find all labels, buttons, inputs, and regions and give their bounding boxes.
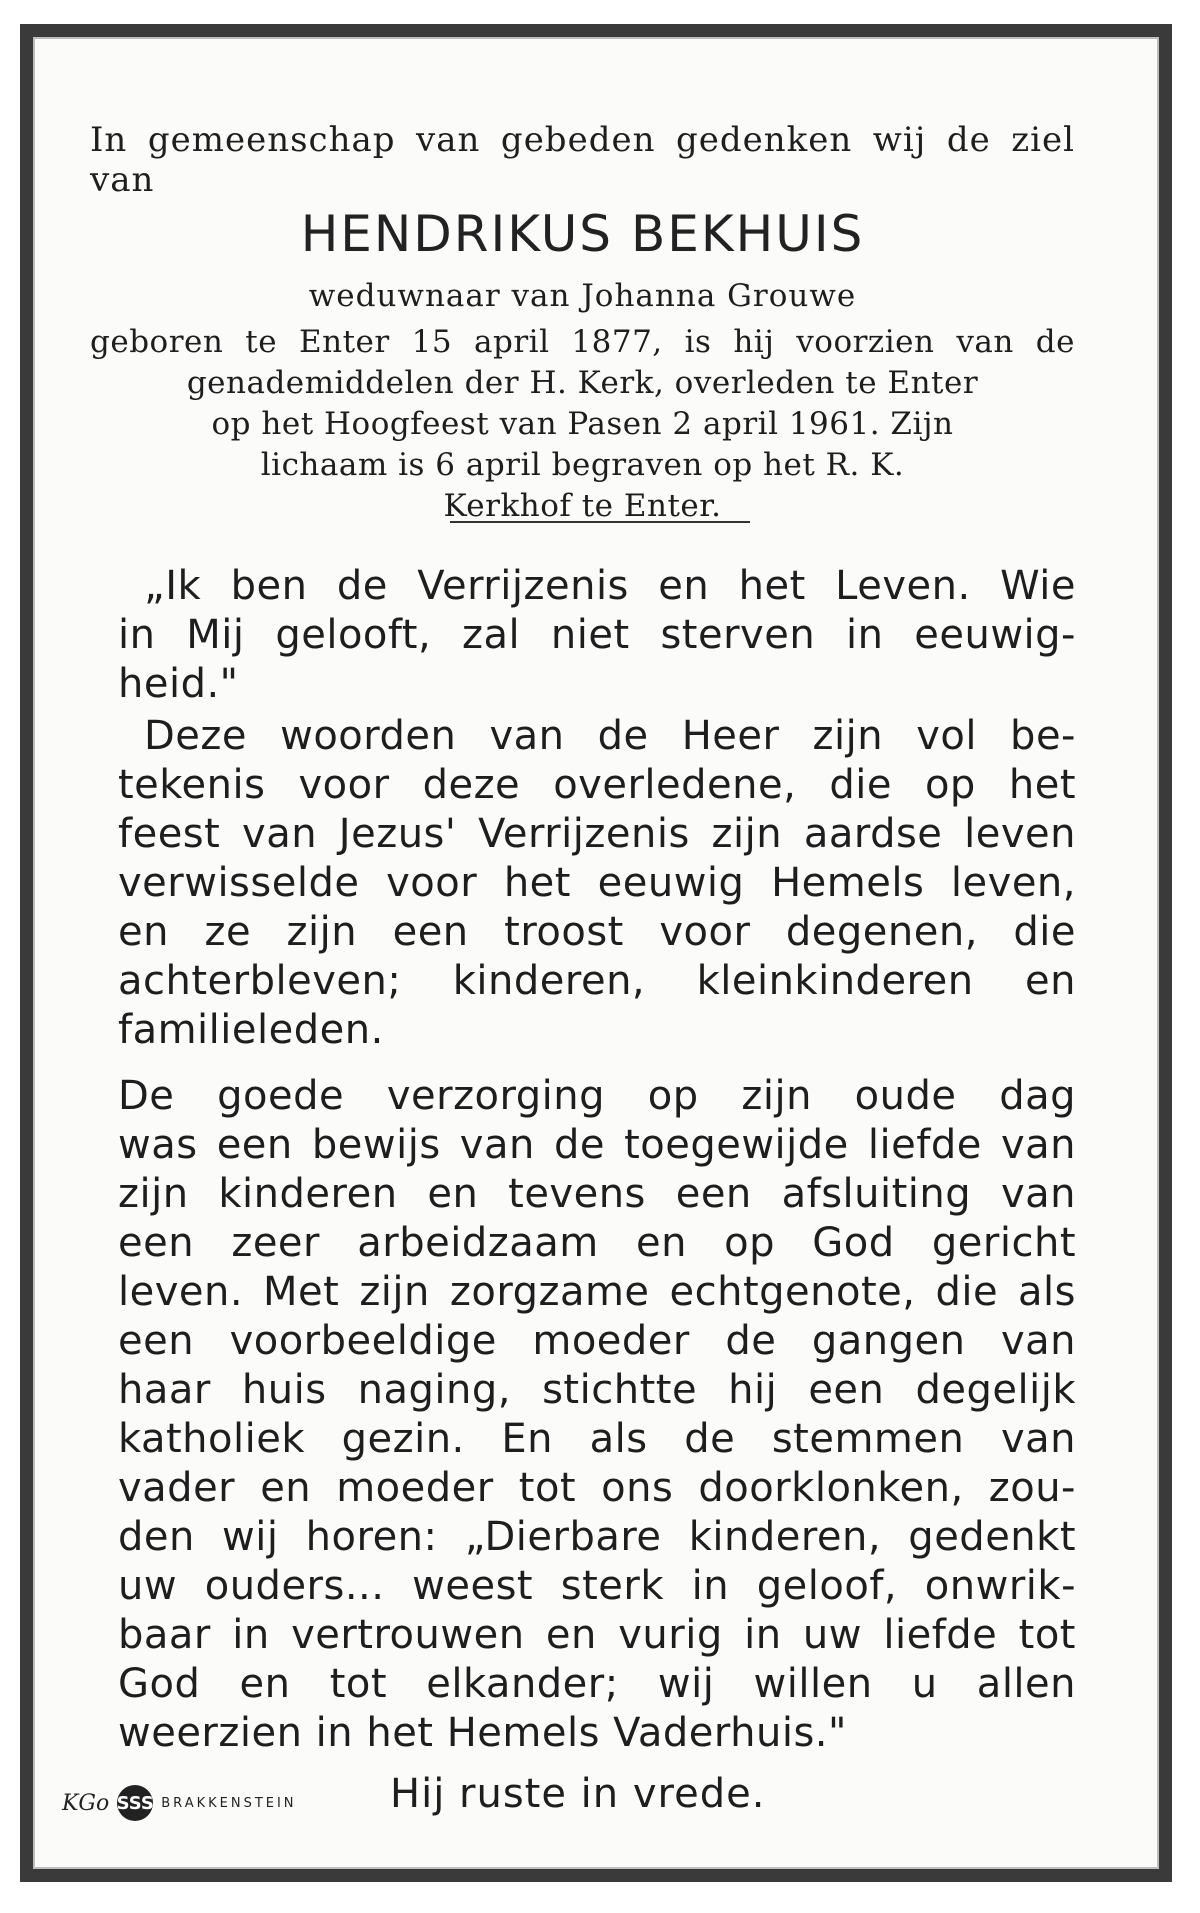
text-line: heid." (118, 661, 239, 707)
text-line: De goede verzorging op zijn oude dag (118, 1073, 1076, 1119)
text-line: feest van Jezus' Verrijzenis zijn aardse leven (118, 811, 1076, 857)
printer-logo-icon: SSS (117, 1785, 153, 1821)
text-line: een zeer arbeidzaam en op God gericht (118, 1220, 1076, 1266)
printer-mark: KGo (62, 1790, 110, 1816)
printer-imprint (62, 1785, 297, 1821)
closing-line: Hij ruste in vrede. (390, 1771, 766, 1817)
text-line: achterbleven; kinderen, kleinkinderen en (118, 958, 1076, 1004)
text-line: weerzien in het Hemels Vaderhuis." (118, 1710, 847, 1756)
quote-paragraph (118, 562, 1076, 709)
text-line: baar in vertrouwen en vurig in uw liefde tot (118, 1612, 1076, 1658)
widower-line: weduwnaar van Johanna Grouwe (308, 278, 857, 314)
text-line: den wij horen: „Dierbare kinderen, gedenkt (118, 1514, 1076, 1560)
text-line: tekenis voor deze overledene, die op het (118, 762, 1076, 808)
bio-line: lichaam is 6 april begraven op het R. K. (260, 447, 905, 483)
text-line: zijn kinderen en tevens een afsluiting van (118, 1171, 1076, 1217)
deceased-name: HENDRIKUS BEKHUIS (300, 205, 865, 263)
text-line: „Ik ben de Verrijzenis en het Leven. Wie (144, 563, 1076, 609)
paragraph-meaning (118, 712, 1076, 1055)
text-line: een voorbeeldige moeder de gangen van (118, 1318, 1076, 1364)
bio-line: geboren te Enter 15 april 1877, is hij voorzien van de (90, 324, 1075, 360)
text-line: was een bewijs van de toegewijde liefde van (118, 1122, 1076, 1168)
text-line: uw ouders... weest sterk in geloof, onwrik- (118, 1563, 1076, 1609)
bio-line: genademiddelen der H. Kerk, overleden te Enter (186, 365, 979, 401)
text-line: verwisselde voor het eeuwig Hemels leven, (118, 860, 1076, 906)
divider-rule (450, 521, 750, 523)
bio-line: Kerkhof te Enter. (443, 488, 722, 524)
text-line: familieleden. (118, 1007, 384, 1053)
paragraph-care (118, 1072, 1076, 1758)
intro-line: In gemeenschap van gebeden gedenken wij de ziel van (90, 120, 1075, 200)
text-line: haar huis naging, stichtte hij een degelijk (118, 1367, 1076, 1413)
text-line: leven. Met zijn zorgzame echtgenote, die als (118, 1269, 1076, 1315)
text-line: God en tot elkander; wij willen u allen (118, 1661, 1076, 1707)
text-line: katholiek gezin. En als de stemmen van (118, 1416, 1076, 1462)
bio-line: op het Hoogfeest van Pasen 2 april 1961. Zijn (211, 406, 954, 442)
text-line: vader en moeder tot ons doorklonken, zou- (118, 1465, 1076, 1511)
text-line: Deze woorden van de Heer zijn vol be- (144, 713, 1076, 759)
text-line: en ze zijn een troost voor degenen, die (118, 909, 1076, 955)
printer-name: BRAKKENSTEIN (161, 1795, 297, 1811)
text-line: in Mij gelooft, zal niet sterven in eeuwig- (118, 612, 1076, 658)
biography (90, 322, 1075, 527)
